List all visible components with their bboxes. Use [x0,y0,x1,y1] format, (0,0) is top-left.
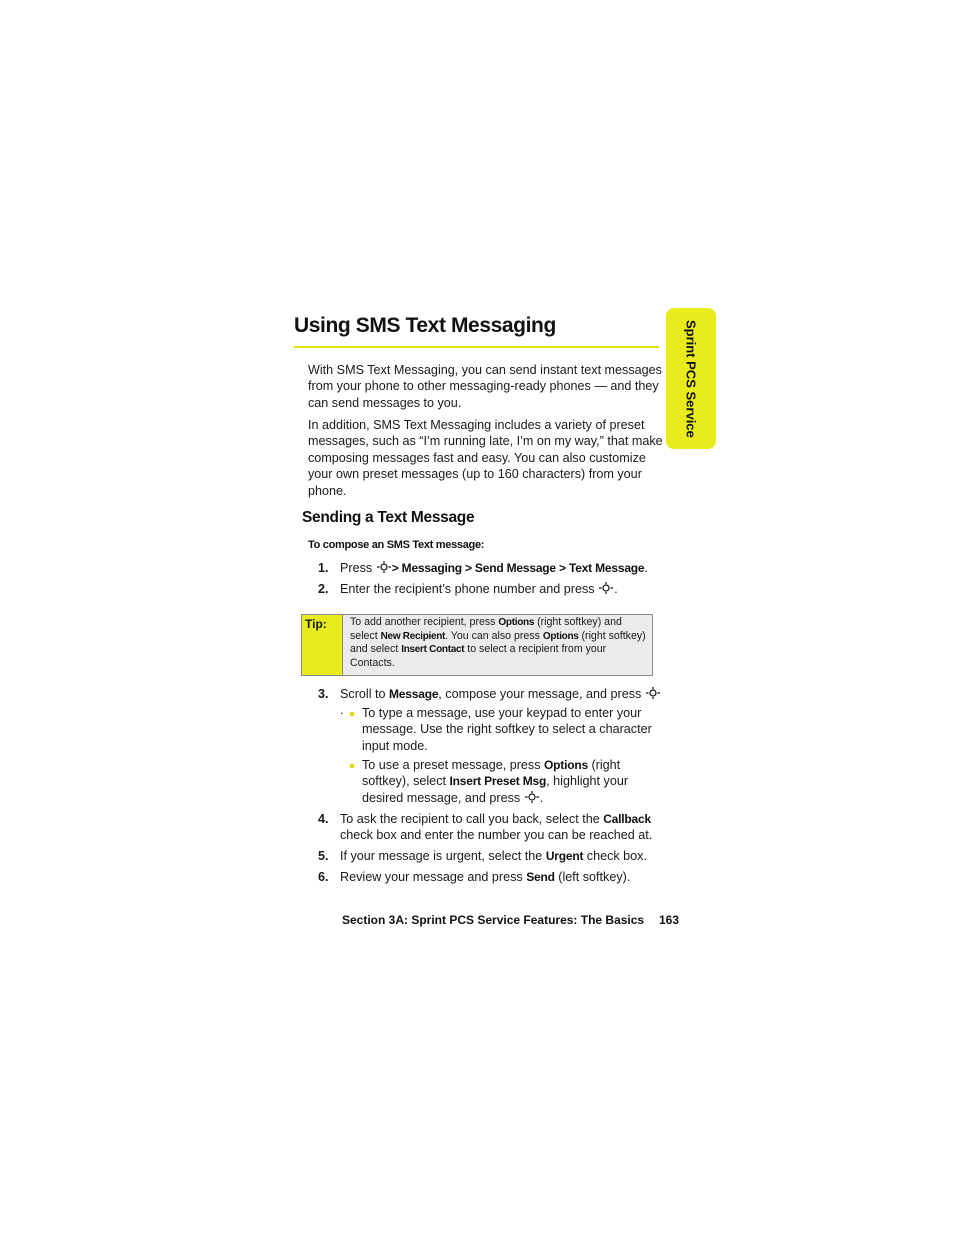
bullet-text: To use a preset message, press [362,758,541,772]
step-number: 2. [318,582,329,596]
bullet-text: To type a message, use your keypad to enter your message. Use the right softkey to select a character input mode. [362,706,652,753]
page-title: Using SMS Text Messaging [294,314,556,337]
key-urgent: Urgent [545,849,584,863]
navigation-key-icon [525,791,539,803]
step-text: check box. [586,849,647,863]
key-message: Message [389,687,439,701]
step-text: Press [340,561,373,575]
tip-key-options: Options [498,617,535,628]
step-text: Enter the recipient’s phone number and press [340,582,595,596]
bullet-square-icon [350,764,354,768]
step-text: , compose your message, and press [438,687,642,701]
key-options: Options [544,758,588,772]
intro-paragraph-1: With SMS Text Messaging, you can send instant text messages from your phone to other messaging-ready phones — and they can send messages to you. [308,363,662,410]
step-4 [318,811,663,844]
step-text: Review your message and press [340,870,523,884]
step-number: 5. [318,849,329,863]
tip-key-options: Options [542,630,579,642]
step-text: To ask the recipient to call you back, select the [340,812,600,826]
section-heading: Sending a Text Message [302,509,475,526]
step-number: 6. [318,870,329,884]
key-callback: Callback [603,812,651,826]
step-6 [318,869,663,885]
navigation-key-icon [377,561,391,573]
tip-key-insert-contact: Insert Contact [401,644,465,656]
footer-section-title: Section 3A: Sprint PCS Service Features: The Basics [342,913,645,927]
page-number: 163 [659,913,680,927]
step-text-end: . [340,703,344,718]
title-underline [294,346,659,348]
section-side-tab [666,308,716,449]
tip-label: Tip: [302,615,343,675]
tip-text-part: to select a recipient from your Contacts. [350,643,607,669]
step-text: If your message is urgent, select the [340,849,543,863]
step-text: (left softkey). [558,870,631,884]
bullet-text: , highlight your desired message, and press [362,774,629,805]
step-text: Scroll to [340,687,386,701]
step-number: 3. [318,687,329,701]
step-text-end: . [614,582,618,596]
bullet-item-1 [348,705,658,754]
step-2 [318,581,663,597]
tip-text-part: . You can also press [445,629,540,642]
step-5 [318,848,663,864]
bullet-square-icon [350,712,354,716]
tip-box [301,614,653,676]
step-1 [318,560,663,576]
procedure-heading: To compose an SMS Text message: [308,539,485,551]
tip-key-new-recipient: New Recipient [380,630,446,642]
step-text-end: . [644,561,648,575]
key-insert-preset-msg: Insert Preset Msg [449,774,547,789]
side-tab-label: Sprint PCS Service [683,320,699,438]
tip-text [350,616,648,670]
step-number: 1. [318,561,329,575]
navigation-key-icon [599,582,613,594]
intro-paragraph-2: In addition, SMS Text Messaging includes a variety of preset messages, such as “I’m running late, I’m on my way,” that make composing messages fast and easy. You can also customize your own preset messages (up to 160 characters) from your phone. [308,418,663,498]
key-send: Send [526,870,555,884]
bullet-text-end: . [539,790,544,805]
tip-text-part: To add another recipient, press [350,616,496,628]
step-text: check box and enter the number you can be reached at. [340,828,653,843]
tip-text-part: (right softkey) and select [350,616,622,642]
step-number: 4. [318,812,329,826]
bullet-item-2 [348,757,658,806]
menu-path: > Messaging > Send Message > Text Message [391,561,645,575]
tip-text-part: (right softkey) and select [350,629,646,656]
bullet-text: (right softkey), select [362,758,621,789]
navigation-key-icon [646,687,660,699]
